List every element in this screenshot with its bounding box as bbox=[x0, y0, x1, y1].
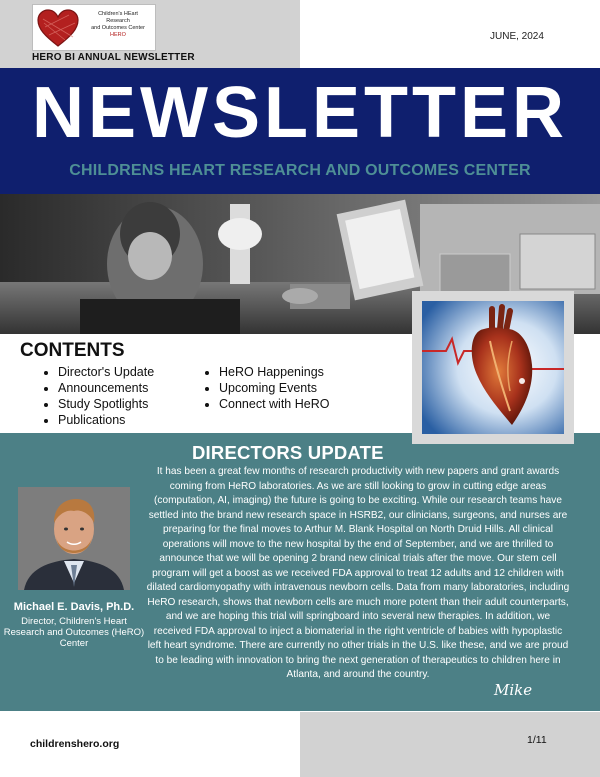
heart-image-frame bbox=[412, 291, 574, 444]
contents-item[interactable]: • Connect with HeRO bbox=[219, 396, 329, 412]
contents-item[interactable]: • Director's Update bbox=[58, 364, 154, 380]
director-title: Director, Children's Heart Research and Outcomes (HeRO) Center bbox=[3, 616, 145, 649]
logo-line: Research bbox=[106, 18, 130, 24]
contents-heading: CONTENTS bbox=[20, 340, 125, 361]
series-label: HERO BI ANNUAL NEWSLETTER bbox=[32, 52, 195, 63]
director-name: Michael E. Davis, Ph.D. bbox=[13, 601, 135, 613]
center-subtitle: CHILDRENS HEART RESEARCH AND OUTCOMES CENTER bbox=[69, 162, 531, 179]
director-signature: Mike bbox=[494, 681, 533, 699]
newsletter-title: NEWSLETTER bbox=[32, 73, 568, 153]
director-portrait bbox=[18, 487, 130, 590]
directors-update-heading: DIRECTORS UPDATE bbox=[192, 442, 384, 463]
contents-item[interactable]: • Announcements bbox=[58, 380, 154, 396]
anatomical-heart-image bbox=[422, 301, 564, 434]
footer-gray-panel bbox=[300, 712, 600, 777]
directors-update-body: It has been a great few months of research productivity with new papers and grant awards coming from HeRO laboratories. As we are still looking to grow in cutting edge areas (computation, AI, imaging) the future is going to be exciting. While our research teams have settled into the brand new research space in HSRB2, our clinicians, surgeons, and nurses are preparing for the final moves to Arthur M. Blank Hospital on North Druid Hills. All clinical operations will move to the new hospital by the end of September, and we are thrilled to announce that we will be opening 2 brand new clinical trials after the move. Our stem cell program will get a boost as we received FDA approval to treat 12 adults and 12 children with dilated cardiomyopathy with intravenous newborn cells. Data from many laboratories, including HeRO research, shows that newborn cells are much more potent than their adult counterparts, and we are hoping this trial will springboard into several new therapies. In addition, we received FDA approval to inject a biomaterial in the right ventricle of babies with hypoplastic left heart syndrome. There are currently no other trials in the U.S. like these, and we are proud to be leading with innovation to bring the next generation of therapeutics to children here in Atlanta, and around the country. bbox=[146, 466, 570, 680]
logo-line: HERO bbox=[110, 32, 126, 38]
directors-update-section bbox=[0, 433, 600, 711]
hero-logo bbox=[32, 4, 156, 51]
logo-wordmark bbox=[81, 11, 155, 39]
heart-logo-icon bbox=[35, 7, 81, 49]
contents-item[interactable]: • Study Spotlights bbox=[58, 396, 154, 412]
contents-item[interactable]: • Publications bbox=[58, 412, 154, 428]
page-number: 1/11 bbox=[527, 734, 547, 746]
title-banner bbox=[0, 68, 600, 194]
contents-item[interactable]: • HeRO Happenings bbox=[219, 364, 329, 380]
contents-item[interactable]: • Upcoming Events bbox=[219, 380, 329, 396]
contents-list-right bbox=[201, 364, 329, 412]
footer-website-link[interactable]: childrenshero.org bbox=[30, 738, 120, 750]
logo-line: Children's HEart bbox=[98, 11, 138, 17]
issue-date: JUNE, 2024 bbox=[490, 31, 544, 42]
logo-line: and Outcomes Center bbox=[91, 25, 145, 31]
contents-list-left bbox=[40, 364, 154, 428]
